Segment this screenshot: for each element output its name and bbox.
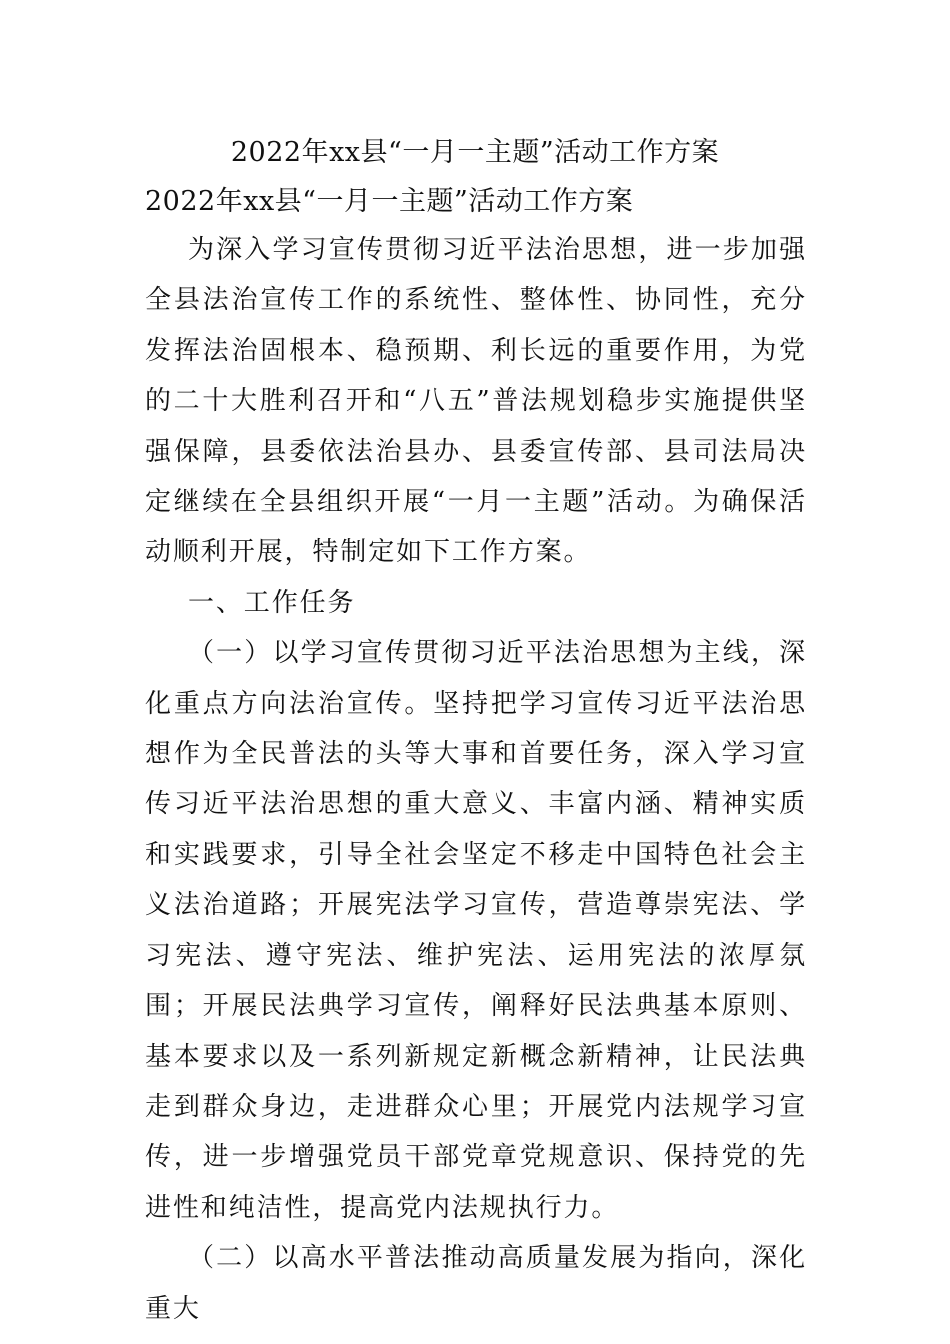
document-body [145, 225, 807, 1334]
task-paragraph-2: （二）以高水平普法推动高质量发展为指向，深化重大 [145, 1243, 807, 1324]
document-title: 2022年xx县“一月一主题”活动工作方案 [230, 137, 720, 168]
section-heading: 一、工作任务 [188, 587, 356, 618]
task-paragraph-1: （一）以学习宣传贯彻习近平法治思想为主线，深化重点方向法治宣传。坚持把学习宣传习近平法治思想作为全民普法的头等大事和首要任务，深入学习宣传习近平法治思想的重大意义、丰富内涵、精神实质和实践要求，引导全社会坚定不移走中国特色社会主义法治道路；开展宪法学习宣传，营造尊崇宪法、学习宪法、遵守宪法、维护宪法、运用宪法的浓厚氛围；开展民法典学习宣传，阐释好民法典基本原则、基本要求以及一系列新规定新概念新精神，让民法典走到群众身边，走进群众心里；开展党内法规学习宣传，进一步增强党员干部党章党规意识、保持党的先进性和纯洁性，提高党内法规执行力。 [145, 638, 807, 1223]
document-subtitle: 2022年xx县“一月一主题”活动工作方案 [145, 186, 634, 217]
intro-paragraph: 为深入学习宣传贯彻习近平法治思想，进一步加强全县法治宣传工作的系统性、整体性、协同性，充分发挥法治固根本、稳预期、利长远的重要作用，为党的二十大胜利召开和“八五”普法规划稳步实施提供坚强保障，县委依法治县办、县委宣传部、县司法局决定继续在全县组织开展“一月一主题”活动。为确保活动顺利开展，特制定如下工作方案。 [145, 235, 807, 568]
